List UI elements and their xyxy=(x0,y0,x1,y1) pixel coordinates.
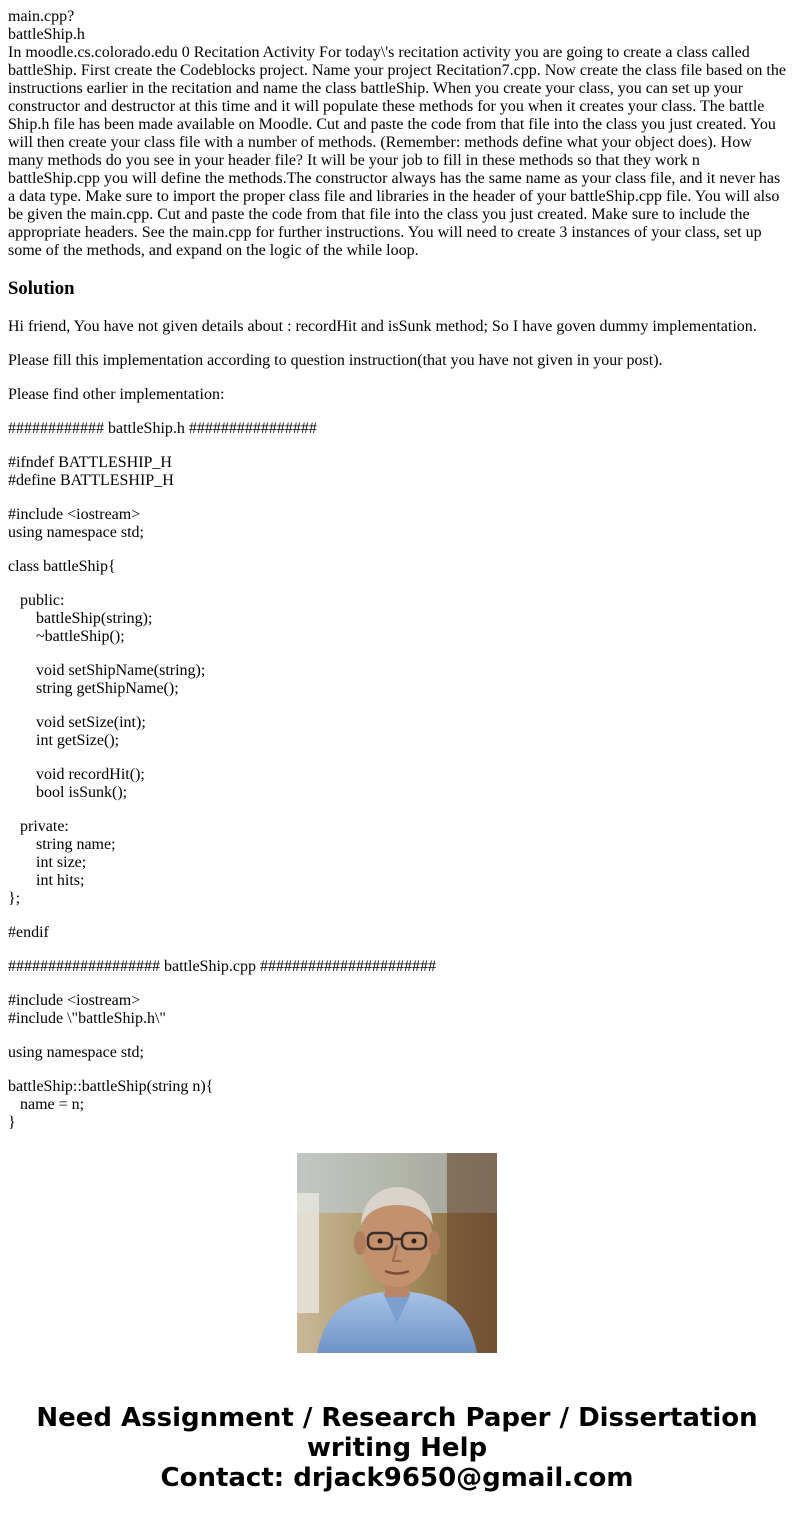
cpp-includes xyxy=(8,992,788,1028)
code-line: using namespace std; xyxy=(8,1044,144,1061)
code-line: #define BATTLESHIP_H xyxy=(8,472,174,489)
code-line: int getSize(); xyxy=(36,732,120,749)
cpp-constructor xyxy=(8,1078,788,1132)
code-includes xyxy=(8,506,788,542)
question-body: In moodle.cs.colorado.edu 0 Recitation Activity For today\'s recitation activity you are going to create a class called battleShip. First create the Codeblocks project. Name your project Recitation7.cpp. Now create the class file based on the instructions earlier in the recitation and name the class battleShip. When you create your class, you can set up your constructor and destructor at this time and it will populate these methods for you when it creates your class. The battle Ship.h file has been made available on Moodle. Cut and paste the code from that file into the class you just created. You will then create your class file with a number of methods. (Remember: methods define what your object does). How many methods do you see in your header file? It will be your job to fill in these methods so that they work n battleShip.cpp you will define the methods.The constructor always has the same name as your class file, and it never has a data type. Make sure to import the proper class file and libraries in the header of your battleShip.cpp file. You will also be given the main.cpp. Cut and paste the code from that file into the class you just created. Make sure to include the appropriate headers. See the main.cpp for further instructions. You will need to create 3 instances of your class, set up some of the methods, and expand on the logic of the while loop. xyxy=(8,44,786,259)
solution-other: Please find other implementation: xyxy=(8,386,225,403)
code-hit-methods xyxy=(8,766,788,802)
code-line: using namespace std; xyxy=(8,524,144,541)
solution-heading: Solution xyxy=(8,278,75,299)
code-line: public: xyxy=(20,592,65,609)
footer-line-1: Need Assignment / Research Paper / Dissertation xyxy=(36,1403,758,1433)
footer-ad xyxy=(0,1403,794,1493)
code-line: string getShipName(); xyxy=(36,680,179,697)
header-file-heading: ############ battleShip.h ################ xyxy=(8,420,317,437)
code-line: void setShipName(string); xyxy=(36,662,206,679)
code-line: void setSize(int); xyxy=(36,714,146,731)
cpp-file-heading: ################### battleShip.cpp ###################### xyxy=(8,958,436,975)
code-line: #include \"battleShip.h\" xyxy=(8,1010,166,1027)
code-line: #endif xyxy=(8,924,49,941)
code-line: }; xyxy=(8,890,21,907)
code-public xyxy=(8,592,788,646)
code-line: int size; xyxy=(36,854,87,871)
code-size-methods xyxy=(8,714,788,750)
code-line: class battleShip{ xyxy=(8,558,116,575)
code-line: void recordHit(); xyxy=(36,766,145,783)
code-line: #ifndef BATTLESHIP_H xyxy=(8,454,172,471)
author-photo xyxy=(297,1153,497,1353)
code-line: private: xyxy=(20,818,69,835)
question-title-line-1: main.cpp? xyxy=(8,8,75,25)
footer-contact: Contact: drjack9650@gmail.com xyxy=(160,1463,634,1493)
code-line: bool isSunk(); xyxy=(36,784,128,801)
code-line: #include <iostream> xyxy=(8,506,141,523)
cpp-using xyxy=(8,1044,788,1062)
author-avatar xyxy=(297,1153,497,1353)
code-line: battleShip(string); xyxy=(36,610,153,627)
code-line: #include <iostream> xyxy=(8,992,141,1009)
code-line: ~battleShip(); xyxy=(36,628,125,645)
code-class-open xyxy=(8,558,788,576)
question-title-line-2: battleShip.h xyxy=(8,26,85,43)
code-line: } xyxy=(8,1114,16,1131)
document-content xyxy=(8,8,788,1131)
solution-intro: Hi friend, You have not given details about : recordHit and isSunk method; So I have goven dummy implementation. xyxy=(8,318,757,335)
code-private xyxy=(8,818,788,908)
code-header-guard xyxy=(8,454,788,490)
footer-line-2: writing Help xyxy=(306,1433,488,1463)
code-line: battleShip::battleShip(string n){ xyxy=(8,1078,214,1095)
code-endif xyxy=(8,924,788,942)
solution-instruction: Please fill this implementation according to question instruction(that you have not given in your post). xyxy=(8,352,663,369)
code-line: string name; xyxy=(36,836,116,853)
code-name-methods xyxy=(8,662,788,698)
code-line: name = n; xyxy=(20,1096,85,1113)
code-line: int hits; xyxy=(36,872,85,889)
